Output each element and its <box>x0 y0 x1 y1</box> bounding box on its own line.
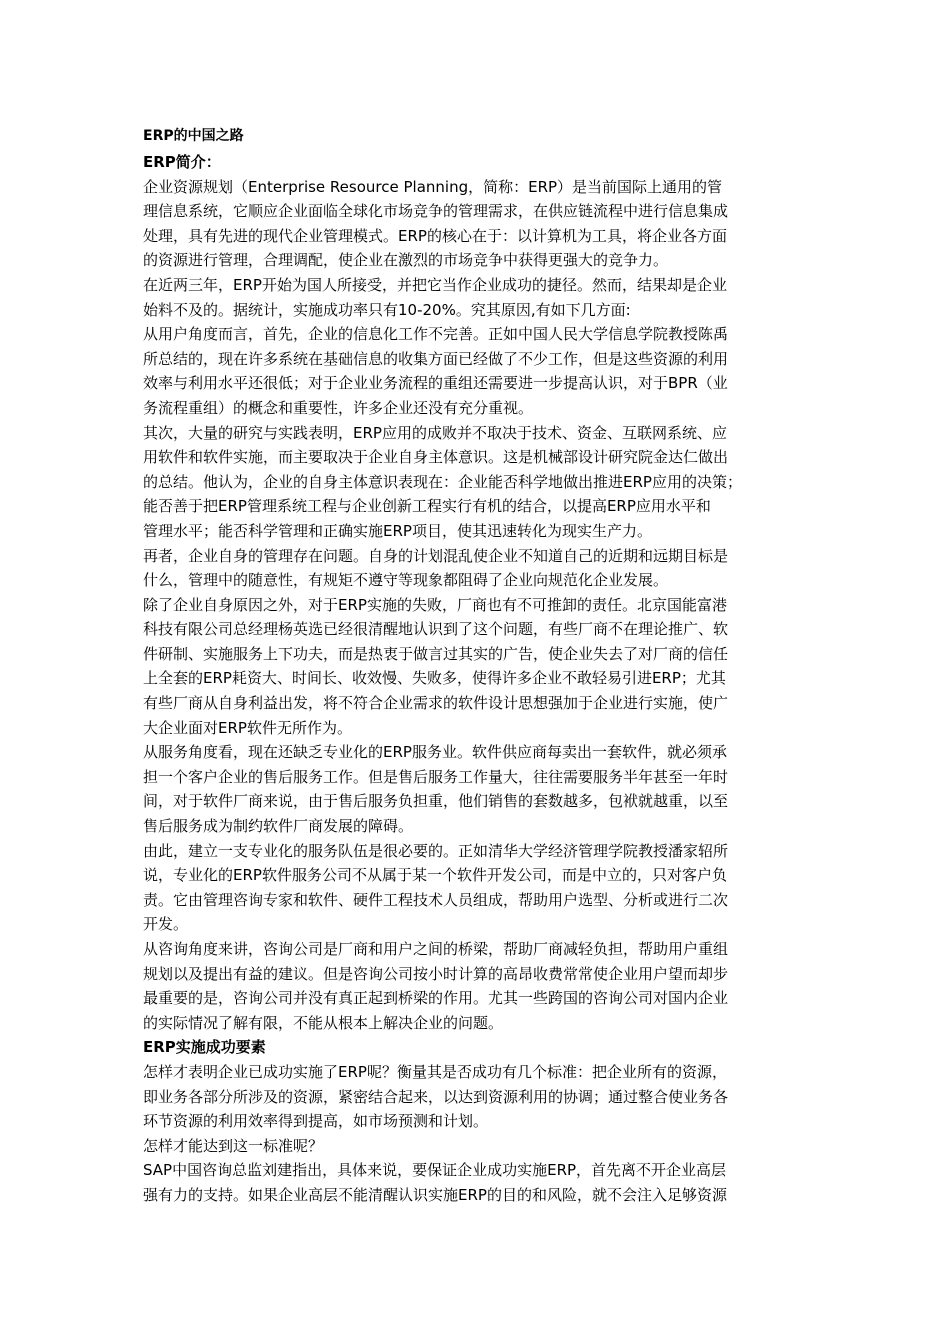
section-erp-success-factors <box>143 1035 815 1207</box>
paragraph: 由此，建立一支专业化的服务队伍是很必要的。正如清华大学经济管理学院教授潘家轺所 说，专业化的ERP软件服务公司不从属于某一个软件开发公司，而是中立的，只对客户负 责。它由管理咨询专家和软件、硬件工程技术人员组成，帮助用户选型、分析或进行二次 开发。 <box>143 841 729 934</box>
section-erp-intro <box>143 150 815 1035</box>
document-title: ERP的中国之路 <box>143 128 244 144</box>
paragraph: 除了企业自身原因之外，对于ERP实施的失败，厂商也有不可推卸的责任。北京国能富港 科技有限公司总经理杨英选已经很清醒地认识到了这个问题，有些厂商不在理论推广、软 件研制、实施服务上下功夫，而是热衷于做言过其实的广告，使企业失去了对厂商的信任 上全套的ERP耗资大、时间长、收效慢、失败多，使得许多企业不敢轻易引进ERP；尤其 有些厂商从自身利益出发，将不符合企业需求的软件设计思想强加于企业进行实施，使广 大企业面对ERP软件无所作为。 <box>143 595 729 737</box>
paragraph: 在近两三年，ERP开始为国人所接受，并把它当作企业成功的捷径。然而，结果却是企业 始料不及的。据统计，实施成功率只有10-20%。究其原因,有如下几方面: <box>143 275 727 319</box>
paragraph: 企业资源规划（Enterprise Resource Planning，简称：ERP）是当前国际上通用的管 理信息系统，它顺应企业面临全球化市场竞争的管理需求，在供应链流程中进行信息集成 处理，具有先进的现代企业管理模式。ERP的核心在于：以计算机为工具，将企业各方面 的资源进行管理，合理调配，使企业在激烈的市场竞争中获得更强大的竞争力。 <box>143 177 729 270</box>
paragraph: 怎样才表明企业已成功实施了ERP呢？衡量其是否成功有几个标准：把企业所有的资源， 即业务各部分所涉及的资源，紧密结合起来，以达到资源利用的协调；通过整合使业务各 环节资源的利用效率得到提高，如市场预测和计划。 <box>143 1062 729 1131</box>
paragraph: 从服务角度看，现在还缺乏专业化的ERP服务业。软件供应商每卖出一套软件，就必须承 担一个客户企业的售后服务工作。但是售后服务工作量大，往往需要服务半年甚至一年时 间，对于软件厂商来说，由于售后服务负担重，他们销售的套数越多，包袱就越重，以至 售后服务成为制约软件厂商发展的障碍。 <box>143 743 729 836</box>
paragraph: 怎样才能达到这一标准呢？ <box>143 1136 324 1155</box>
paragraph: 其次，大量的研究与实践表明，ERP应用的成败并不取决于技术、资金、互联网系统、应 用软件和软件实施，而主要取决于企业自身主体意识。这是机械部设计研究院金达仁做出 的总结。他认为，企业的自身主体意识表现在：企业能否科学地做出推进ERP应用的决策； 能否善于把ERP管理系统工程与企业创新工程实行有机的结合，以提高ERP应用水平和 管理水平；能否科学管理和正确实施ERP项目，使其迅速转化为现实生产力。 <box>143 423 742 540</box>
section-heading: ERP简介： <box>143 153 221 171</box>
paragraph: 再者，企业自身的管理存在问题。自身的计划混乱使企业不知道自己的近期和远期目标是 什么，管理中的随意性，有规矩不遵守等现象都阻碍了企业向规范化企业发展。 <box>143 546 729 590</box>
paragraph: 从咨询角度来讲，咨询公司是厂商和用户之间的桥梁，帮助厂商减轻负担，帮助用户重组 规划以及提出有益的建议。但是咨询公司按小时计算的高昂收费常常使企业用户望而却步 最重要的是，咨询公司并没有真正起到桥梁的作用。尤其一些跨国的咨询公司对国内企业 的实际情况了解有限，不能从根本上解决企业的问题。 <box>143 940 729 1032</box>
paragraph: 从用户角度而言，首先，企业的信息化工作不完善。正如中国人民大学信息学院教授陈禹 所总结的，现在许多系统在基础信息的收集方面已经做了不少工作，但是这些资源的利用 效率与利用水平还很低；对于企业业务流程的重组还需要进一步提高认识，对于BPR（业 务流程重组）的概念和重要性，许多企业还没有充分重视。 <box>143 325 729 417</box>
paragraph: SAP中国咨询总监刘建指出，具体来说，要保证企业成功实施ERP，首先离不开企业高层 强有力的支持。如果企业高层不能清醒认识实施ERP的目的和风险，就不会注入足够资源 <box>143 1161 727 1204</box>
document-page <box>143 122 815 1208</box>
section-heading: ERP实施成功要素 <box>143 1038 266 1057</box>
